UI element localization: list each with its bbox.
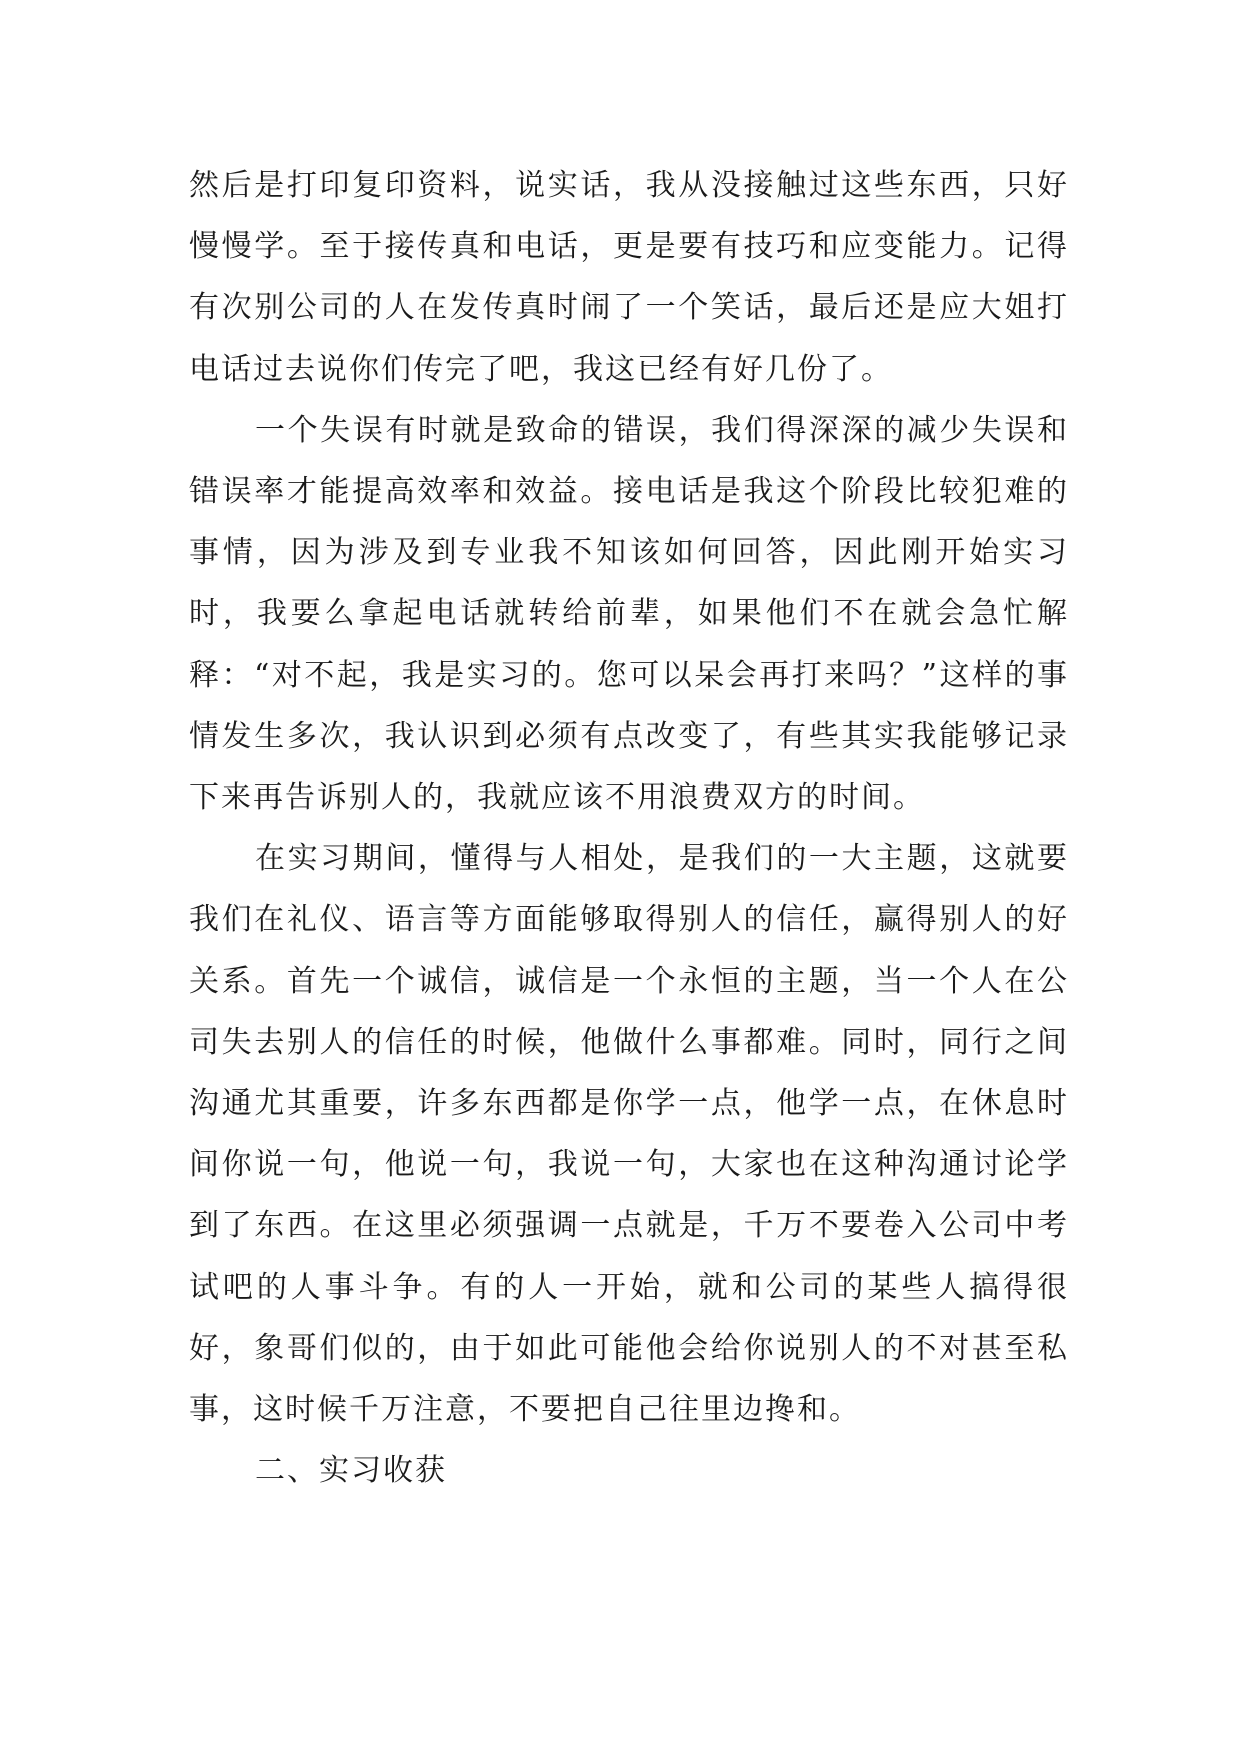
document-body xyxy=(189,155,1069,1501)
section-heading: 二、实习收获 xyxy=(255,1453,447,1489)
paragraph-3: 在实习期间，懂得与人相处，是我们的一大主题，这就要我们在礼仪、语言等方面能够取得别人的信任，赢得别人的好关系。首先一个诚信，诚信是一个永恒的主题，当一个人在公司失去别人的信任的时候，他做什么事都难。同时，同行之间沟通尤其重要，许多东西都是你学一点，他学一点，在休息时间你说一句，他说一句，我说一句，大家也在这种沟通讨论学到了东西。在这里必须强调一点就是，千万不要卷入公司中考试吧的人事斗争。有的人一开始，就和公司的某些人搞得很好，象哥们似的，由于如此可能他会给你说别人的不对甚至私事，这时候千万注意，不要把自己往里边搀和。 xyxy=(189,841,1069,1428)
paragraph-1: 然后是打印复印资料，说实话，我从没接触过这些东西，只好慢慢学。至于接传真和电话，更是要有技巧和应变能力。记得有次别公司的人在发传真时闹了一个笑话，最后还是应大姐打电话过去说你们传完了吧，我这已经有好几份了。 xyxy=(189,168,1069,387)
paragraph-2: 一个失误有时就是致命的错误，我们得深深的减少失误和错误率才能提高效率和效益。接电话是我这个阶段比较犯难的事情，因为涉及到专业我不知该如何回答，因此刚开始实习时，我要么拿起电话就转给前辈，如果他们不在就会急忙解释：“对不起，我是实习的。您可以呆会再打来吗？”这样的事情发生多次，我认识到必须有点改变了，有些其实我能够记录下来再告诉别人的，我就应该不用浪费双方的时间。 xyxy=(189,412,1069,816)
